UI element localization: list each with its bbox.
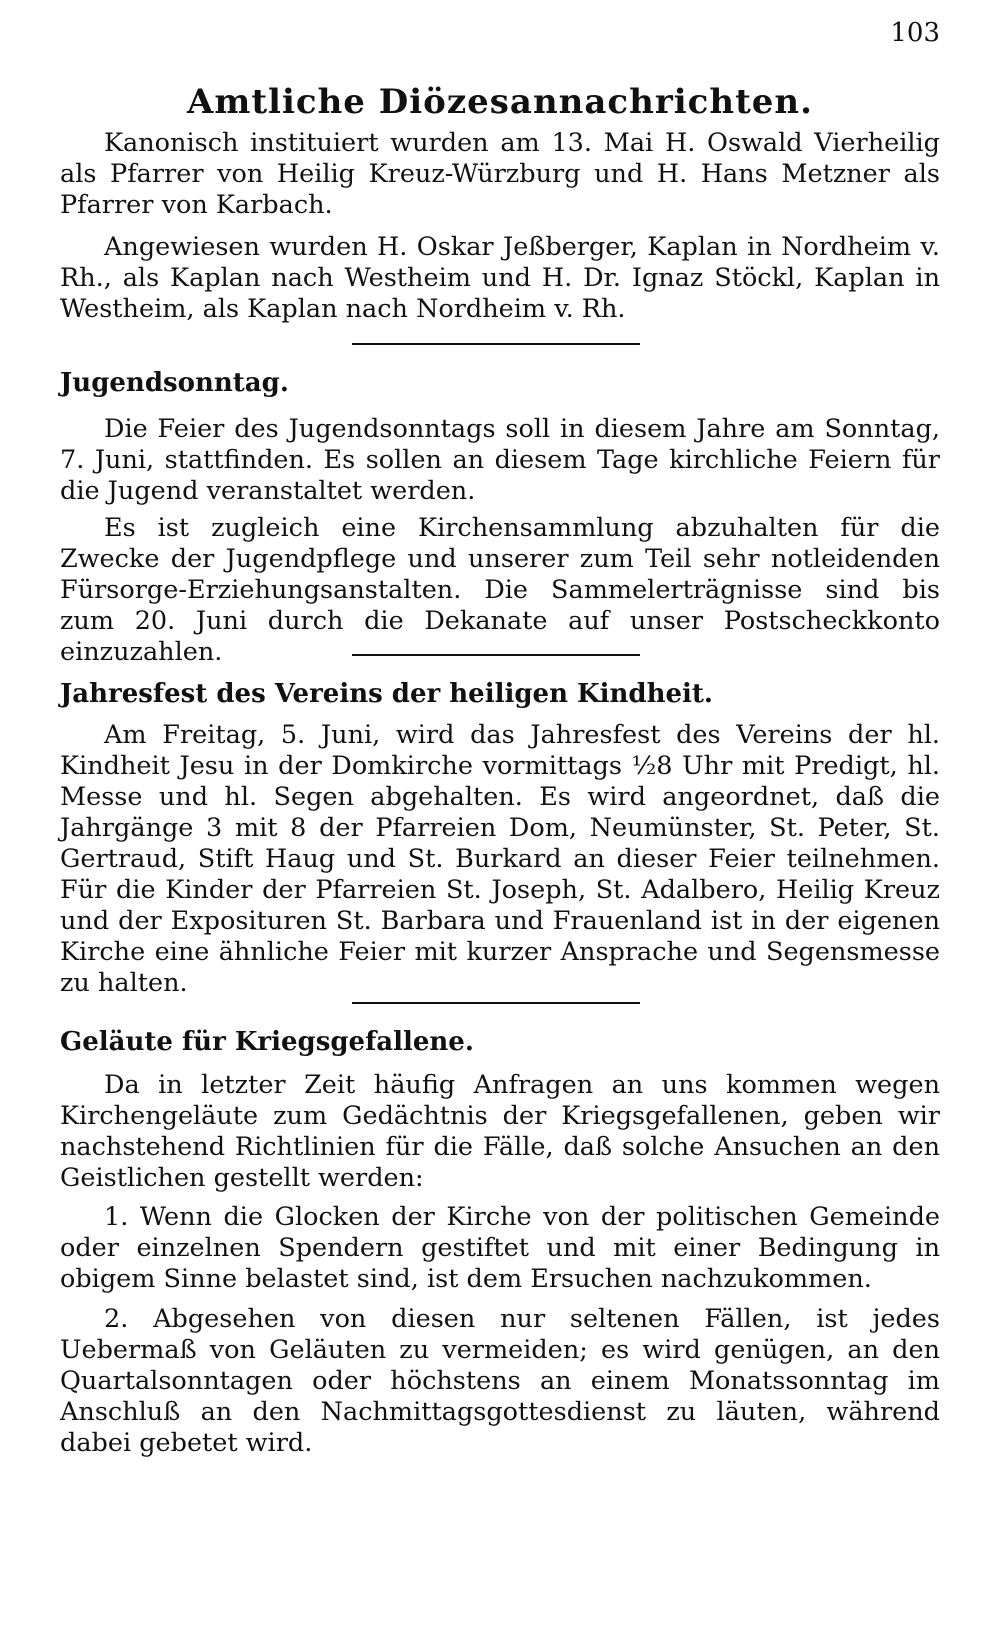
paragraph-jugendsonntag-2: Es ist zugleich eine Kirchensammlung abzuhalten für die Zwecke der Jugendpflege und unserer zum Teil sehr notleidenden Fürsorge-Erziehungsanstalten. Die Sammelerträgnisse sind bis zum 20. Juni durch die Dekanate auf unser Postscheckkonto einzuzahlen. [60, 513, 940, 667]
section-heading-kindheit: Jahresfest des Vereins der heiligen Kindheit. [60, 679, 713, 709]
paragraph-gelaeute-rule-1: 1. Wenn die Glocken der Kirche von der politischen Gemeinde oder einzelnen Spendern gestiftet und mit einer Bedingung in obigem Sinne belastet sind, ist dem Ersuchen nachzukommen. [60, 1202, 940, 1294]
section-heading-gelaeute: Geläute für Kriegsgefallene. [60, 1027, 474, 1057]
paragraph-institution: Kanonisch instituiert wurden am 13. Mai H. Oswald Vierheilig als Pfarrer von Heilig Kreuz-Würzburg und H. Hans Metzner als Pfarrer von Karbach. [60, 128, 940, 220]
paragraph-jugendsonntag-1: Die Feier des Jugendsonntags soll in diesem Jahre am Sonntag, 7. Juni, stattfinden. Es sollen an diesem Tage kirchliche Feiern für die Jugend veranstaltet werden. [60, 414, 940, 506]
page-title: Amtliche Diözesannachrichten. [186, 82, 813, 122]
paragraph-gelaeute-rule-2: 2. Abgesehen von diesen nur seltenen Fällen, ist jedes Uebermaß von Geläuten zu vermeiden; es wird genügen, an den Quartalsonntagen oder höchstens an einem Monatssonntag im Anschluß an den Nachmittagsgottesdienst zu läuten, während dabei gebetet wird. [60, 1304, 940, 1458]
page-number: 103 [890, 18, 940, 48]
paragraph-gelaeute-intro: Da in letzter Zeit häufig Anfragen an uns kommen wegen Kirchengeläute zum Gedächtnis der Kriegsgefallenen, geben wir nachstehend Richtlinien für die Fälle, daß solche Ansuchen an den Geistlichen gestellt werden: [60, 1070, 940, 1193]
paragraph-kindheit: Am Freitag, 5. Juni, wird das Jahresfest des Vereins der hl. Kindheit Jesu in der Domkirche vormittags ½8 Uhr mit Predigt, hl. Messe und hl. Segen abgehalten. Es wird angeordnet, daß die Jahrgänge 3 mit 8 der Pfarreien Dom, Neumünster, St. Peter, St. Gertraud, Stift Haug und St. Burkard an dieser Feier teilnehmen. Für die Kinder der Pfarreien St. Joseph, St. Adalbero, Heilig Kreuz und der Exposituren St. Barbara und Frauenland ist in der eigenen Kirche eine ähnliche Feier mit kurzer Ansprache und Segensmesse zu halten. [60, 720, 940, 998]
section-divider [352, 654, 640, 656]
paragraph-assignments: Angewiesen wurden H. Oskar Jeßberger, Kaplan in Nordheim v. Rh., als Kaplan nach Westheim und H. Dr. Ignaz Stöckl, Kaplan in Westheim, als Kaplan nach Nordheim v. Rh. [60, 232, 940, 324]
section-divider [352, 343, 640, 345]
section-divider [352, 1002, 640, 1004]
section-heading-jugendsonntag: Jugendsonntag. [60, 368, 289, 398]
